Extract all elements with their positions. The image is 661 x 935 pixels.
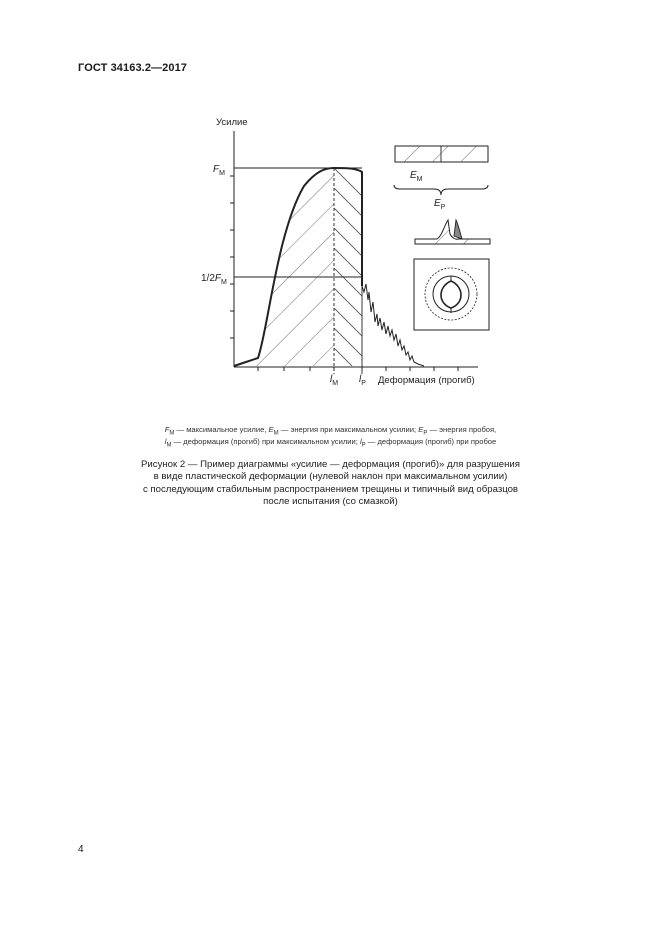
caption-line-1: Рисунок 2 — Пример диаграммы «усилие — деформация (прогиб)» для разрушения [141, 459, 520, 470]
caption-line-4: после испытания (со смазкой) [263, 496, 398, 508]
energy-to-max-force-area [230, 160, 340, 370]
figure-legend-line-2: $l_M$ — деформация (прогиб) при максимальном усилии; $l_P$ — деформация (прогиб) при пробое [164, 437, 497, 449]
half-fm-label: $1/2F_M$ [201, 273, 227, 286]
document-header: ГОСТ 34163.2—2017 [78, 62, 188, 74]
lp-label: $l_P$ [359, 374, 366, 387]
ep-brace [394, 185, 488, 195]
page-number: 4 [78, 844, 84, 855]
x-axis-label: Деформация (прогиб) [378, 375, 475, 386]
x-axis-ticks [258, 367, 458, 371]
energy-to-puncture-area [334, 168, 362, 376]
figure-legend-line-1: $F_M$ — максимальное усилие, $E_M$ — энергия при максимальном усилии; $E_P$ — энергия пробоя, [164, 425, 497, 437]
figure-caption [90, 459, 571, 509]
specimen-profile-punctured [415, 220, 490, 244]
ep-label: $E_P$ [434, 198, 446, 211]
y-axis-ticks [230, 176, 234, 338]
specimen-bar-max-force [395, 146, 488, 162]
specimen-top-view [414, 259, 489, 330]
em-label: $E_M$ [410, 170, 423, 183]
caption-line-2: в виде пластической деформации (нулевой наклон при максимальном усилии) [153, 471, 508, 483]
lm-label: $l_M$ [330, 374, 339, 387]
y-axis-label: Усилие [216, 117, 248, 128]
caption-line-3: с последующим стабильным распространением трещины и типичный вид образцов [142, 483, 519, 495]
fm-label: $F_M$ [213, 164, 225, 177]
